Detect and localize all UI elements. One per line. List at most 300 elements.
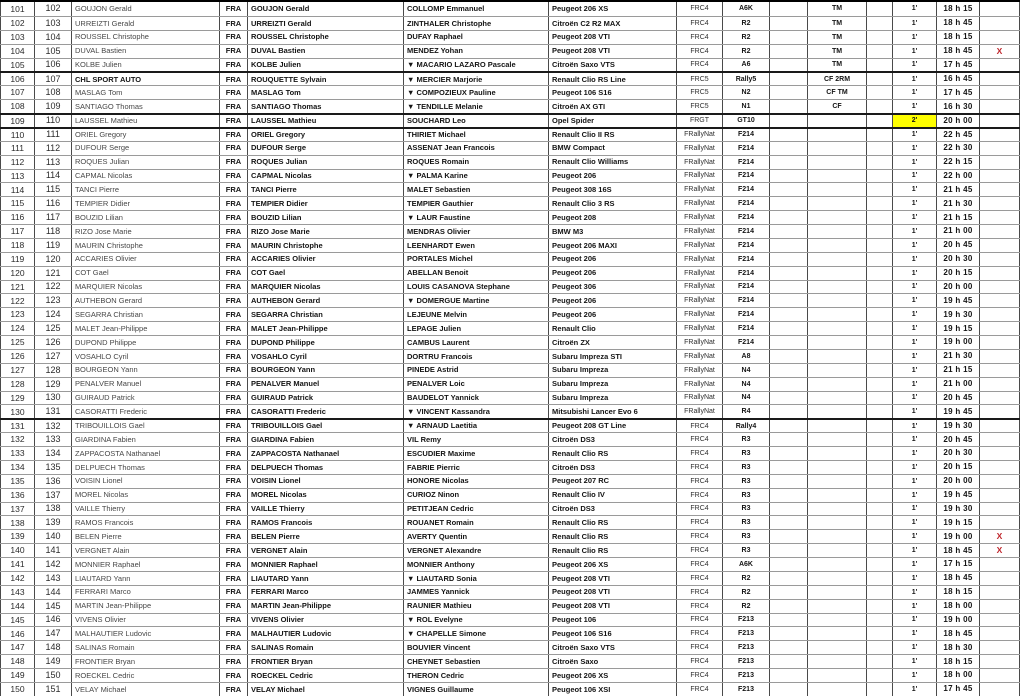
cell-nationality: FRA: [220, 614, 248, 627]
cell-start-time: 18 h 00: [937, 600, 980, 613]
cell-class: FRallyNat: [677, 267, 723, 280]
cell-start-interval: 1': [893, 59, 937, 72]
cell-start-interval: 1': [893, 322, 937, 335]
cell-start-time: 20 h 00: [937, 281, 980, 294]
cell-nationality: FRA: [220, 183, 248, 196]
cell-position: 150: [0, 683, 35, 696]
cell-codriver: MENDEZ Yohan: [404, 45, 549, 58]
cell-entrant: MALHAUTIER Ludovic: [72, 627, 220, 640]
cell-blank: [770, 170, 808, 183]
cell-entry-number: 115: [35, 183, 72, 196]
cell-blank: [867, 516, 893, 529]
cell-group: R3: [723, 516, 770, 529]
cell-codriver: PINEDE Astrid: [404, 364, 549, 377]
table-row: [0, 58, 1020, 72]
cell-withdrawn-mark: [980, 655, 1020, 668]
cell-start-interval: 1': [893, 142, 937, 155]
cell-group: R2: [723, 45, 770, 58]
cell-start-time: 19 h 30: [937, 420, 980, 432]
table-row: [0, 335, 1020, 349]
cell-withdrawn-mark: X: [980, 45, 1020, 58]
cell-nationality: FRA: [220, 73, 248, 85]
cell-priority: [808, 420, 867, 432]
cell-blank: [867, 669, 893, 682]
cell-entry-number: 123: [35, 294, 72, 307]
cell-entrant: TANCI Pierre: [72, 183, 220, 196]
cell-start-time: 20 h 15: [937, 461, 980, 474]
cell-blank: [867, 558, 893, 571]
cell-start-time: 22 h 45: [937, 129, 980, 141]
cell-class: FRC4: [677, 614, 723, 627]
cell-position: 120: [0, 267, 35, 280]
cell-entry-number: 107: [35, 73, 72, 85]
cell-entry-number: 139: [35, 516, 72, 529]
cell-codriver: TEMPIER Gauthier: [404, 197, 549, 210]
cell-blank: [770, 267, 808, 280]
cell-start-interval: 1': [893, 433, 937, 446]
cell-nationality: FRA: [220, 641, 248, 654]
cell-position: 115: [0, 197, 35, 210]
cell-start-time: 18 h 15: [937, 655, 980, 668]
cell-start-time: 19 h 15: [937, 516, 980, 529]
cell-group: F214: [723, 239, 770, 252]
cell-priority: TM: [808, 2, 867, 16]
cell-driver: SANTIAGO Thomas: [248, 100, 404, 113]
table-row: [0, 640, 1020, 654]
cell-car: Renault Clio RS: [549, 530, 677, 543]
cell-class: FRallyNat: [677, 183, 723, 196]
cell-driver: URREIZTI Gerald: [248, 17, 404, 30]
cell-blank: [867, 586, 893, 599]
cell-entrant: PENALVER Manuel: [72, 378, 220, 391]
cell-codriver: ▼ MERCIER Marjorie: [404, 73, 549, 85]
cell-position: 134: [0, 461, 35, 474]
cell-codriver: VIGNES Guillaume: [404, 683, 549, 696]
cell-nationality: FRA: [220, 142, 248, 155]
table-row: [0, 654, 1020, 668]
cell-entrant: CAPMAL Nicolas: [72, 170, 220, 183]
cell-start-time: 19 h 45: [937, 405, 980, 418]
cell-start-interval: 1': [893, 461, 937, 474]
cell-nationality: FRA: [220, 225, 248, 238]
cell-withdrawn-mark: [980, 211, 1020, 224]
cell-withdrawn-mark: [980, 378, 1020, 391]
cell-withdrawn-mark: [980, 183, 1020, 196]
cell-start-interval: 1': [893, 294, 937, 307]
cell-entry-number: 111: [35, 129, 72, 141]
cell-priority: TM: [808, 31, 867, 44]
cell-start-interval: 1': [893, 600, 937, 613]
cell-car: Citroën DS3: [549, 503, 677, 516]
cell-codriver: MENDRAS Olivier: [404, 225, 549, 238]
cell-start-interval: 1': [893, 627, 937, 640]
cell-entrant: BELEN Pierre: [72, 530, 220, 543]
cell-driver: VELAY Michael: [248, 683, 404, 696]
cell-group: F214: [723, 294, 770, 307]
cell-position: 128: [0, 378, 35, 391]
cell-start-interval: 1': [893, 614, 937, 627]
cell-entry-number: 132: [35, 420, 72, 432]
cell-start-time: 20 h 45: [937, 239, 980, 252]
cell-blank: [770, 2, 808, 16]
cell-class: FRallyNat: [677, 197, 723, 210]
cell-position: 143: [0, 586, 35, 599]
cell-priority: [808, 336, 867, 349]
cell-entrant: ROQUES Julian: [72, 156, 220, 169]
cell-entry-number: 129: [35, 378, 72, 391]
cell-start-time: 18 h 15: [937, 586, 980, 599]
cell-start-interval: 2': [893, 115, 937, 127]
table-row: [0, 280, 1020, 294]
cell-class: FRallyNat: [677, 129, 723, 141]
cell-entrant: BOURGEON Yann: [72, 364, 220, 377]
table-row: [0, 543, 1020, 557]
cell-entrant: BOUZID Lilian: [72, 211, 220, 224]
cell-entrant: ROUSSEL Christophe: [72, 31, 220, 44]
cell-entrant: GOUJON Gerald: [72, 2, 220, 16]
cell-withdrawn-mark: [980, 197, 1020, 210]
cell-withdrawn-mark: [980, 516, 1020, 529]
cell-class: FRC4: [677, 669, 723, 682]
cell-car: Peugeot 208 VTI: [549, 586, 677, 599]
cell-start-time: 18 h 15: [937, 2, 980, 16]
cell-nationality: FRA: [220, 586, 248, 599]
cell-start-interval: 1': [893, 530, 937, 543]
table-row: [0, 571, 1020, 585]
cell-entry-number: 118: [35, 225, 72, 238]
cell-entrant: ORIEL Gregory: [72, 129, 220, 141]
cell-start-interval: 1': [893, 253, 937, 266]
cell-priority: [808, 170, 867, 183]
cell-nationality: FRA: [220, 100, 248, 113]
cell-blank: [770, 475, 808, 488]
cell-position: 102: [0, 17, 35, 30]
cell-withdrawn-mark: [980, 281, 1020, 294]
cell-blank: [867, 225, 893, 238]
cell-entry-number: 125: [35, 322, 72, 335]
cell-nationality: FRA: [220, 45, 248, 58]
cell-start-time: 21 h 00: [937, 225, 980, 238]
cell-class: FRC4: [677, 503, 723, 516]
cell-start-time: 20 h 30: [937, 447, 980, 460]
table-row: [0, 127, 1020, 141]
cell-car: Subaru Impreza STI: [549, 350, 677, 363]
cell-driver: RIZO Jose Marie: [248, 225, 404, 238]
cell-blank: [867, 420, 893, 432]
cell-class: FRC4: [677, 655, 723, 668]
cell-entrant: DUFOUR Serge: [72, 142, 220, 155]
cell-car: Renault Clio RS Line: [549, 73, 677, 85]
cell-start-time: 19 h 30: [937, 503, 980, 516]
cell-entry-number: 106: [35, 59, 72, 72]
cell-car: Peugeot 206 MAXI: [549, 239, 677, 252]
cell-withdrawn-mark: [980, 2, 1020, 16]
cell-codriver: FABRIE Pierric: [404, 461, 549, 474]
cell-entry-number: 136: [35, 475, 72, 488]
cell-blank: [867, 129, 893, 141]
cell-entry-number: 124: [35, 308, 72, 321]
cell-entry-number: 147: [35, 627, 72, 640]
cell-blank: [867, 308, 893, 321]
cell-car: Renault Clio RS: [549, 516, 677, 529]
cell-entrant: VERGNET Alain: [72, 544, 220, 557]
cell-priority: [808, 405, 867, 418]
cell-entrant: MAURIN Christophe: [72, 239, 220, 252]
cell-nationality: FRA: [220, 669, 248, 682]
cell-priority: [808, 350, 867, 363]
cell-group: R3: [723, 461, 770, 474]
cell-class: FRC4: [677, 447, 723, 460]
cell-car: Peugeot 206: [549, 294, 677, 307]
cell-codriver: CURIOZ Ninon: [404, 489, 549, 502]
cell-nationality: FRA: [220, 281, 248, 294]
cell-driver: GIARDINA Fabien: [248, 433, 404, 446]
cell-start-interval: 1': [893, 156, 937, 169]
cell-start-time: 19 h 00: [937, 614, 980, 627]
cell-group: N4: [723, 364, 770, 377]
cell-entry-number: 144: [35, 586, 72, 599]
cell-group: F213: [723, 683, 770, 696]
cell-entry-number: 151: [35, 683, 72, 696]
cell-position: 109: [0, 115, 35, 127]
cell-nationality: FRA: [220, 600, 248, 613]
cell-position: 101: [0, 2, 35, 16]
cell-withdrawn-mark: [980, 475, 1020, 488]
cell-blank: [770, 281, 808, 294]
cell-codriver: ▼ COMPOZIEUX Pauline: [404, 86, 549, 99]
cell-blank: [770, 100, 808, 113]
cell-car: Citroën DS3: [549, 461, 677, 474]
cell-driver: ORIEL Gregory: [248, 129, 404, 141]
cell-driver: GUIRAUD Patrick: [248, 392, 404, 405]
cell-driver: PENALVER Manuel: [248, 378, 404, 391]
cell-start-interval: 1': [893, 211, 937, 224]
cell-blank: [770, 600, 808, 613]
table-row: [0, 391, 1020, 405]
table-row: [0, 71, 1020, 85]
cell-car: Peugeot 206: [549, 267, 677, 280]
cell-priority: [808, 239, 867, 252]
cell-class: FRallyNat: [677, 294, 723, 307]
cell-entry-number: 135: [35, 461, 72, 474]
cell-withdrawn-mark: [980, 600, 1020, 613]
cell-blank: [867, 211, 893, 224]
cell-entrant: DELPUECH Thomas: [72, 461, 220, 474]
cell-entry-number: 126: [35, 336, 72, 349]
cell-class: FRallyNat: [677, 322, 723, 335]
cell-codriver: MALET Sebastien: [404, 183, 549, 196]
table-row: [0, 446, 1020, 460]
cell-driver: DUVAL Bastien: [248, 45, 404, 58]
cell-nationality: FRA: [220, 489, 248, 502]
cell-blank: [770, 294, 808, 307]
cell-driver: TEMPIER Didier: [248, 197, 404, 210]
cell-codriver: ROQUES Romain: [404, 156, 549, 169]
cell-priority: [808, 614, 867, 627]
cell-codriver: CHEYNET Sebastien: [404, 655, 549, 668]
cell-start-interval: 1': [893, 544, 937, 557]
cell-entry-number: 109: [35, 100, 72, 113]
cell-driver: BOUZID Lilian: [248, 211, 404, 224]
cell-driver: VOISIN Lionel: [248, 475, 404, 488]
cell-nationality: FRA: [220, 336, 248, 349]
cell-codriver: BAUDELOT Yannick: [404, 392, 549, 405]
cell-blank: [867, 378, 893, 391]
cell-withdrawn-mark: [980, 100, 1020, 113]
cell-codriver: ▼ TENDILLE Melanie: [404, 100, 549, 113]
cell-nationality: FRA: [220, 86, 248, 99]
cell-blank: [770, 183, 808, 196]
cell-nationality: FRA: [220, 475, 248, 488]
cell-position: 137: [0, 503, 35, 516]
cell-start-time: 19 h 00: [937, 336, 980, 349]
cell-nationality: FRA: [220, 211, 248, 224]
cell-entrant: SANTIAGO Thomas: [72, 100, 220, 113]
cell-blank: [867, 115, 893, 127]
cell-entry-number: 104: [35, 31, 72, 44]
cell-driver: MONNIER Raphael: [248, 558, 404, 571]
cell-driver: MOREL Nicolas: [248, 489, 404, 502]
cell-nationality: FRA: [220, 350, 248, 363]
cell-blank: [867, 489, 893, 502]
cell-group: R3: [723, 489, 770, 502]
cell-blank: [867, 239, 893, 252]
cell-entry-number: 133: [35, 433, 72, 446]
cell-blank: [770, 86, 808, 99]
cell-class: FRallyNat: [677, 211, 723, 224]
cell-position: 146: [0, 627, 35, 640]
table-row: [0, 169, 1020, 183]
cell-start-interval: 1': [893, 308, 937, 321]
cell-start-time: 18 h 45: [937, 544, 980, 557]
cell-group: A6: [723, 59, 770, 72]
cell-start-time: 22 h 00: [937, 170, 980, 183]
cell-group: F214: [723, 267, 770, 280]
cell-codriver: HONORE Nicolas: [404, 475, 549, 488]
cell-blank: [867, 31, 893, 44]
cell-entrant: ZAPPACOSTA Nathanael: [72, 447, 220, 460]
cell-start-time: 21 h 30: [937, 197, 980, 210]
cell-withdrawn-mark: [980, 627, 1020, 640]
cell-blank: [867, 183, 893, 196]
table-row: [0, 349, 1020, 363]
cell-driver: GOUJON Gerald: [248, 2, 404, 16]
cell-group: R2: [723, 600, 770, 613]
cell-start-time: 16 h 45: [937, 73, 980, 85]
cell-group: F214: [723, 225, 770, 238]
cell-car: Peugeot 206 XS: [549, 669, 677, 682]
cell-withdrawn-mark: [980, 336, 1020, 349]
cell-entrant: VOISIN Lionel: [72, 475, 220, 488]
cell-blank: [867, 73, 893, 85]
cell-entrant: AUTHEBON Gerard: [72, 294, 220, 307]
cell-blank: [770, 627, 808, 640]
cell-entry-number: 116: [35, 197, 72, 210]
cell-withdrawn-mark: [980, 461, 1020, 474]
cell-position: 144: [0, 600, 35, 613]
cell-priority: TM: [808, 59, 867, 72]
cell-entry-number: 134: [35, 447, 72, 460]
table-row: [0, 529, 1020, 543]
cell-class: FRallyNat: [677, 281, 723, 294]
cell-blank: [867, 350, 893, 363]
cell-nationality: FRA: [220, 322, 248, 335]
cell-group: F213: [723, 655, 770, 668]
cell-group: A8: [723, 350, 770, 363]
cell-entrant: VIVENS Olivier: [72, 614, 220, 627]
cell-nationality: FRA: [220, 655, 248, 668]
cell-group: F214: [723, 281, 770, 294]
cell-start-interval: 1': [893, 475, 937, 488]
cell-blank: [770, 558, 808, 571]
cell-entrant: MOREL Nicolas: [72, 489, 220, 502]
cell-nationality: FRA: [220, 516, 248, 529]
cell-withdrawn-mark: [980, 364, 1020, 377]
table-row: [0, 85, 1020, 99]
cell-group: F214: [723, 170, 770, 183]
cell-class: FRallyNat: [677, 156, 723, 169]
cell-driver: MARQUIER Nicolas: [248, 281, 404, 294]
cell-start-time: 18 h 45: [937, 627, 980, 640]
cell-car: Citroën Saxo: [549, 655, 677, 668]
cell-position: 119: [0, 253, 35, 266]
cell-position: 147: [0, 641, 35, 654]
table-row: [0, 30, 1020, 44]
cell-entrant: MALET Jean-Philippe: [72, 322, 220, 335]
cell-withdrawn-mark: [980, 683, 1020, 696]
cell-codriver: SOUCHARD Leo: [404, 115, 549, 127]
cell-car: BMW Compact: [549, 142, 677, 155]
cell-class: FRallyNat: [677, 405, 723, 418]
cell-entrant: LIAUTARD Yann: [72, 572, 220, 585]
cell-group: R3: [723, 544, 770, 557]
cell-blank: [867, 392, 893, 405]
cell-withdrawn-mark: [980, 225, 1020, 238]
cell-class: FRC4: [677, 31, 723, 44]
cell-start-interval: 1': [893, 170, 937, 183]
cell-car: Peugeot 208 VTI: [549, 600, 677, 613]
cell-priority: [808, 572, 867, 585]
cell-blank: [770, 683, 808, 696]
cell-blank: [867, 336, 893, 349]
cell-position: 138: [0, 516, 35, 529]
cell-codriver: LOUIS CASANOVA Stephane: [404, 281, 549, 294]
cell-nationality: FRA: [220, 115, 248, 127]
cell-blank: [867, 59, 893, 72]
cell-codriver: ROUANET Romain: [404, 516, 549, 529]
cell-position: 103: [0, 31, 35, 44]
cell-position: 139: [0, 530, 35, 543]
cell-withdrawn-mark: [980, 86, 1020, 99]
cell-blank: [867, 253, 893, 266]
cell-entrant: CASORATTI Frederic: [72, 405, 220, 418]
cell-withdrawn-mark: [980, 420, 1020, 432]
cell-blank: [867, 2, 893, 16]
cell-position: 136: [0, 489, 35, 502]
cell-position: 148: [0, 655, 35, 668]
cell-blank: [867, 197, 893, 210]
cell-entry-number: 113: [35, 156, 72, 169]
cell-position: 130: [0, 405, 35, 418]
cell-priority: [808, 655, 867, 668]
cell-class: FRC4: [677, 420, 723, 432]
cell-blank: [770, 655, 808, 668]
cell-car: Peugeot 208 VTI: [549, 45, 677, 58]
cell-group: R4: [723, 405, 770, 418]
cell-nationality: FRA: [220, 433, 248, 446]
cell-start-interval: 1': [893, 336, 937, 349]
cell-driver: DUPOND Philippe: [248, 336, 404, 349]
